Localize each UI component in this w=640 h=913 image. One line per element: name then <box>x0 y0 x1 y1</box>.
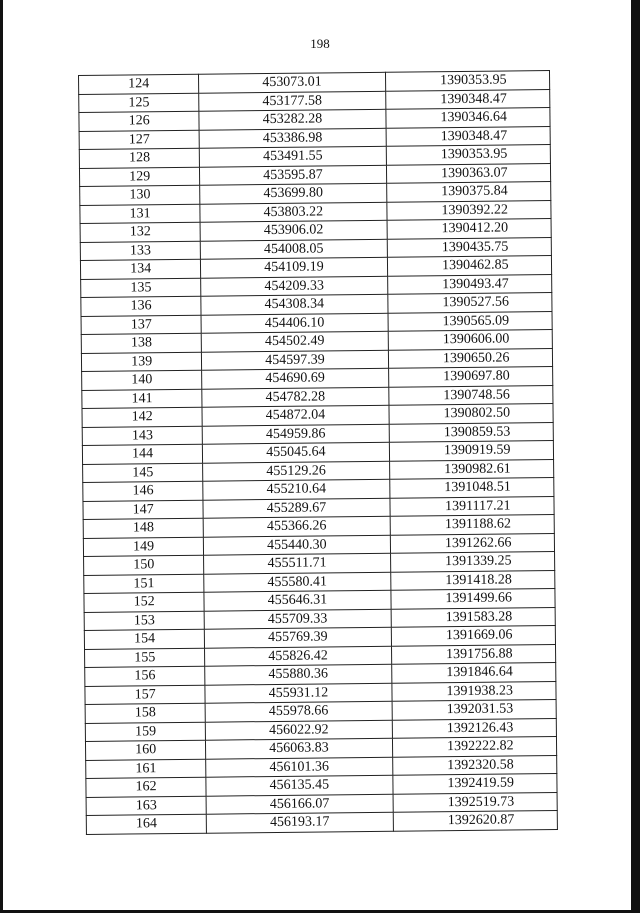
y-coordinate-cell <box>386 200 551 220</box>
y-coordinate-cell <box>385 89 550 109</box>
point-number-cell: 135 <box>81 278 202 298</box>
y-coordinate-cell <box>386 145 551 165</box>
x-coordinate-cell: 455709.33 <box>204 609 390 629</box>
y-coordinate-cell <box>392 774 557 794</box>
point-number-cell: 128 <box>79 148 200 168</box>
point-number-cell: 141 <box>82 389 203 409</box>
point-number-cell: 157 <box>85 685 206 705</box>
y-coordinate-value: 1390412.20 <box>441 220 509 237</box>
coordinate-table <box>78 70 558 834</box>
point-number-cell: 156 <box>85 666 206 686</box>
y-coordinate-cell <box>385 71 550 91</box>
y-coordinate-value: 1392620.87 <box>447 812 515 829</box>
y-coordinate-value: 1390527.56 <box>442 294 509 311</box>
point-number-cell: 153 <box>84 611 205 631</box>
y-coordinate-cell <box>393 792 558 812</box>
y-coordinate-cell <box>390 570 555 590</box>
y-coordinate-cell <box>390 533 555 553</box>
y-coordinate-value: 1391583.28 <box>445 609 513 625</box>
x-coordinate-cell: 453595.87 <box>200 165 386 185</box>
x-coordinate-cell: 454109.19 <box>201 257 387 277</box>
x-coordinate-cell: 455769.39 <box>205 627 391 647</box>
x-coordinate-cell: 454502.49 <box>202 331 388 351</box>
y-coordinate-cell <box>389 441 554 461</box>
x-coordinate-cell: 456101.36 <box>206 757 392 777</box>
y-coordinate-cell <box>388 348 553 368</box>
point-number-cell: 144 <box>82 444 203 464</box>
y-coordinate-cell <box>391 681 556 701</box>
y-coordinate-value: 1391188.62 <box>444 516 512 533</box>
point-number-cell: 151 <box>84 574 205 594</box>
y-coordinate-value: 1391117.21 <box>444 498 511 514</box>
y-coordinate-value: 1390348.47 <box>440 128 508 144</box>
coordinate-table-body <box>79 71 558 834</box>
x-coordinate-cell: 453699.80 <box>200 183 386 203</box>
y-coordinate-value: 1390462.85 <box>441 257 509 274</box>
y-coordinate-value: 1390435.75 <box>441 239 509 255</box>
x-coordinate-cell: 455880.36 <box>205 664 391 684</box>
y-coordinate-value: 1390363.07 <box>440 165 508 181</box>
y-coordinate-cell <box>387 219 552 239</box>
y-coordinate-value: 1392031.53 <box>446 701 514 718</box>
x-coordinate-cell: 453177.58 <box>199 91 385 111</box>
point-number-cell: 137 <box>81 315 202 335</box>
point-number-cell: 164 <box>86 814 207 834</box>
y-coordinate-value: 1391756.88 <box>446 646 513 662</box>
point-number-cell: 131 <box>80 204 201 224</box>
point-number-cell: 163 <box>86 796 207 816</box>
y-coordinate-cell <box>389 496 554 516</box>
point-number-cell: 162 <box>86 777 207 797</box>
point-number-cell: 161 <box>86 759 207 779</box>
y-coordinate-cell <box>388 330 553 350</box>
x-coordinate-cell: 454597.39 <box>202 350 388 370</box>
point-number-cell: 126 <box>79 111 200 131</box>
y-coordinate-cell <box>388 311 553 331</box>
y-coordinate-value: 1390919.59 <box>443 442 511 459</box>
point-number-cell: 146 <box>83 481 204 501</box>
y-coordinate-cell <box>393 811 558 831</box>
y-coordinate-cell <box>386 126 551 146</box>
x-coordinate-cell: 456063.83 <box>206 738 392 758</box>
point-number-cell: 140 <box>82 370 203 390</box>
point-number-cell: 148 <box>83 518 204 538</box>
y-coordinate-value: 1390375.84 <box>441 183 508 200</box>
y-coordinate-value: 1390982.61 <box>444 461 511 477</box>
y-coordinate-cell <box>389 478 554 498</box>
point-number-cell: 124 <box>79 74 200 94</box>
y-coordinate-cell <box>389 422 554 442</box>
y-coordinate-cell <box>392 755 557 775</box>
y-coordinate-value: 1390802.50 <box>443 405 511 422</box>
point-number-cell: 152 <box>84 592 205 612</box>
y-coordinate-cell <box>391 644 556 664</box>
x-coordinate-cell: 455440.30 <box>204 535 390 555</box>
point-number-cell: 147 <box>83 500 204 520</box>
point-number-cell: 159 <box>85 722 206 742</box>
x-coordinate-cell: 454209.33 <box>201 276 387 296</box>
y-coordinate-cell <box>386 163 551 183</box>
y-coordinate-value: 1391048.51 <box>444 479 511 496</box>
point-number-cell: 143 <box>82 426 203 446</box>
y-coordinate-value: 1391262.66 <box>444 535 512 551</box>
y-coordinate-value: 1390859.53 <box>443 424 511 440</box>
point-number-cell: 145 <box>83 463 204 483</box>
point-number-cell: 150 <box>84 555 205 575</box>
y-coordinate-cell <box>389 404 554 424</box>
y-coordinate-value: 1392320.58 <box>447 757 514 773</box>
y-coordinate-value: 1391669.06 <box>445 627 513 644</box>
point-number-cell: 142 <box>82 407 203 427</box>
x-coordinate-cell: 454406.10 <box>201 313 387 333</box>
x-coordinate-cell: 455129.26 <box>203 461 389 481</box>
y-coordinate-value: 1391846.64 <box>446 664 513 681</box>
y-coordinate-cell <box>390 515 555 535</box>
y-coordinate-cell <box>390 589 555 609</box>
point-number-cell: 130 <box>80 185 201 205</box>
point-number-cell: 138 <box>81 333 202 353</box>
x-coordinate-cell: 455210.64 <box>203 479 389 499</box>
y-coordinate-value: 1391938.23 <box>446 683 514 699</box>
y-coordinate-cell <box>385 108 550 128</box>
x-coordinate-cell: 455045.64 <box>203 442 389 462</box>
x-coordinate-cell: 453386.98 <box>199 128 385 148</box>
y-coordinate-cell <box>387 274 552 294</box>
y-coordinate-cell <box>391 626 556 646</box>
y-coordinate-value: 1390353.95 <box>440 146 508 163</box>
y-coordinate-value: 1390650.26 <box>442 350 510 366</box>
y-coordinate-cell <box>388 385 553 405</box>
point-number-cell: 136 <box>81 296 202 316</box>
point-number-cell: 132 <box>80 222 201 242</box>
y-coordinate-value: 1390392.22 <box>441 202 509 218</box>
y-coordinate-cell <box>392 700 557 720</box>
x-coordinate-cell: 456135.45 <box>206 775 392 795</box>
y-coordinate-value: 1390748.56 <box>443 387 510 403</box>
y-coordinate-value: 1392222.82 <box>446 738 514 755</box>
point-number-cell: 155 <box>85 648 206 668</box>
x-coordinate-cell: 453803.22 <box>200 202 386 222</box>
x-coordinate-cell: 453491.55 <box>200 146 386 166</box>
y-coordinate-value: 1390346.64 <box>440 109 508 126</box>
y-coordinate-value: 1390493.47 <box>442 276 509 292</box>
x-coordinate-cell: 455289.67 <box>203 498 389 518</box>
y-coordinate-value: 1391339.25 <box>445 553 512 570</box>
y-coordinate-value: 1392519.73 <box>447 794 515 810</box>
x-coordinate-cell: 455366.26 <box>204 516 390 536</box>
x-coordinate-cell: 453073.01 <box>199 72 385 92</box>
x-coordinate-cell: 454008.05 <box>201 239 387 259</box>
x-coordinate-cell: 453906.02 <box>200 220 386 240</box>
x-coordinate-cell: 454959.86 <box>203 424 389 444</box>
point-number-cell: 160 <box>85 740 206 760</box>
y-coordinate-cell <box>387 256 552 276</box>
point-number-cell: 127 <box>79 130 200 150</box>
x-coordinate-cell: 456022.92 <box>206 720 392 740</box>
x-coordinate-cell: 456166.07 <box>206 794 392 814</box>
x-coordinate-cell: 455931.12 <box>205 683 391 703</box>
y-coordinate-cell <box>391 607 556 627</box>
y-coordinate-cell <box>391 663 556 683</box>
y-coordinate-value: 1391499.66 <box>445 590 513 607</box>
x-coordinate-cell: 454308.34 <box>201 294 387 314</box>
point-number-cell: 149 <box>83 537 204 557</box>
x-coordinate-cell: 454690.69 <box>202 368 388 388</box>
x-coordinate-cell: 455978.66 <box>205 701 391 721</box>
x-coordinate-cell: 453282.28 <box>199 109 385 129</box>
x-coordinate-cell: 454872.04 <box>202 405 388 425</box>
y-coordinate-value: 1392419.59 <box>447 775 515 792</box>
x-coordinate-cell: 455826.42 <box>205 646 391 666</box>
x-coordinate-cell: 455580.41 <box>204 572 390 592</box>
x-coordinate-cell: 454782.28 <box>202 387 388 407</box>
point-number-cell: 125 <box>79 93 200 113</box>
y-coordinate-cell <box>386 182 551 202</box>
point-number-cell: 134 <box>80 259 201 279</box>
y-coordinate-cell <box>392 737 557 757</box>
point-number-cell: 133 <box>80 241 201 261</box>
y-coordinate-cell <box>392 718 557 738</box>
x-coordinate-cell: 455646.31 <box>204 590 390 610</box>
page-number: 198 <box>310 36 330 51</box>
y-coordinate-cell <box>387 237 552 257</box>
y-coordinate-value: 1391418.28 <box>445 572 512 588</box>
y-coordinate-value: 1390565.09 <box>442 313 510 329</box>
point-number-cell: 129 <box>79 167 200 187</box>
x-coordinate-cell: 456193.17 <box>207 812 393 832</box>
y-coordinate-value: 1390348.47 <box>440 91 507 107</box>
point-number-cell: 158 <box>85 703 206 723</box>
y-coordinate-cell <box>390 552 555 572</box>
point-number-cell: 154 <box>84 629 205 649</box>
point-number-cell: 139 <box>81 352 202 372</box>
y-coordinate-cell <box>389 459 554 479</box>
y-coordinate-value: 1390697.80 <box>443 368 510 385</box>
y-coordinate-value: 1390606.00 <box>442 331 510 348</box>
y-coordinate-value: 1390353.95 <box>440 72 507 89</box>
x-coordinate-cell: 455511.71 <box>204 553 390 573</box>
y-coordinate-cell <box>388 367 553 387</box>
y-coordinate-cell <box>387 293 552 313</box>
y-coordinate-value: 1392126.43 <box>446 720 514 736</box>
